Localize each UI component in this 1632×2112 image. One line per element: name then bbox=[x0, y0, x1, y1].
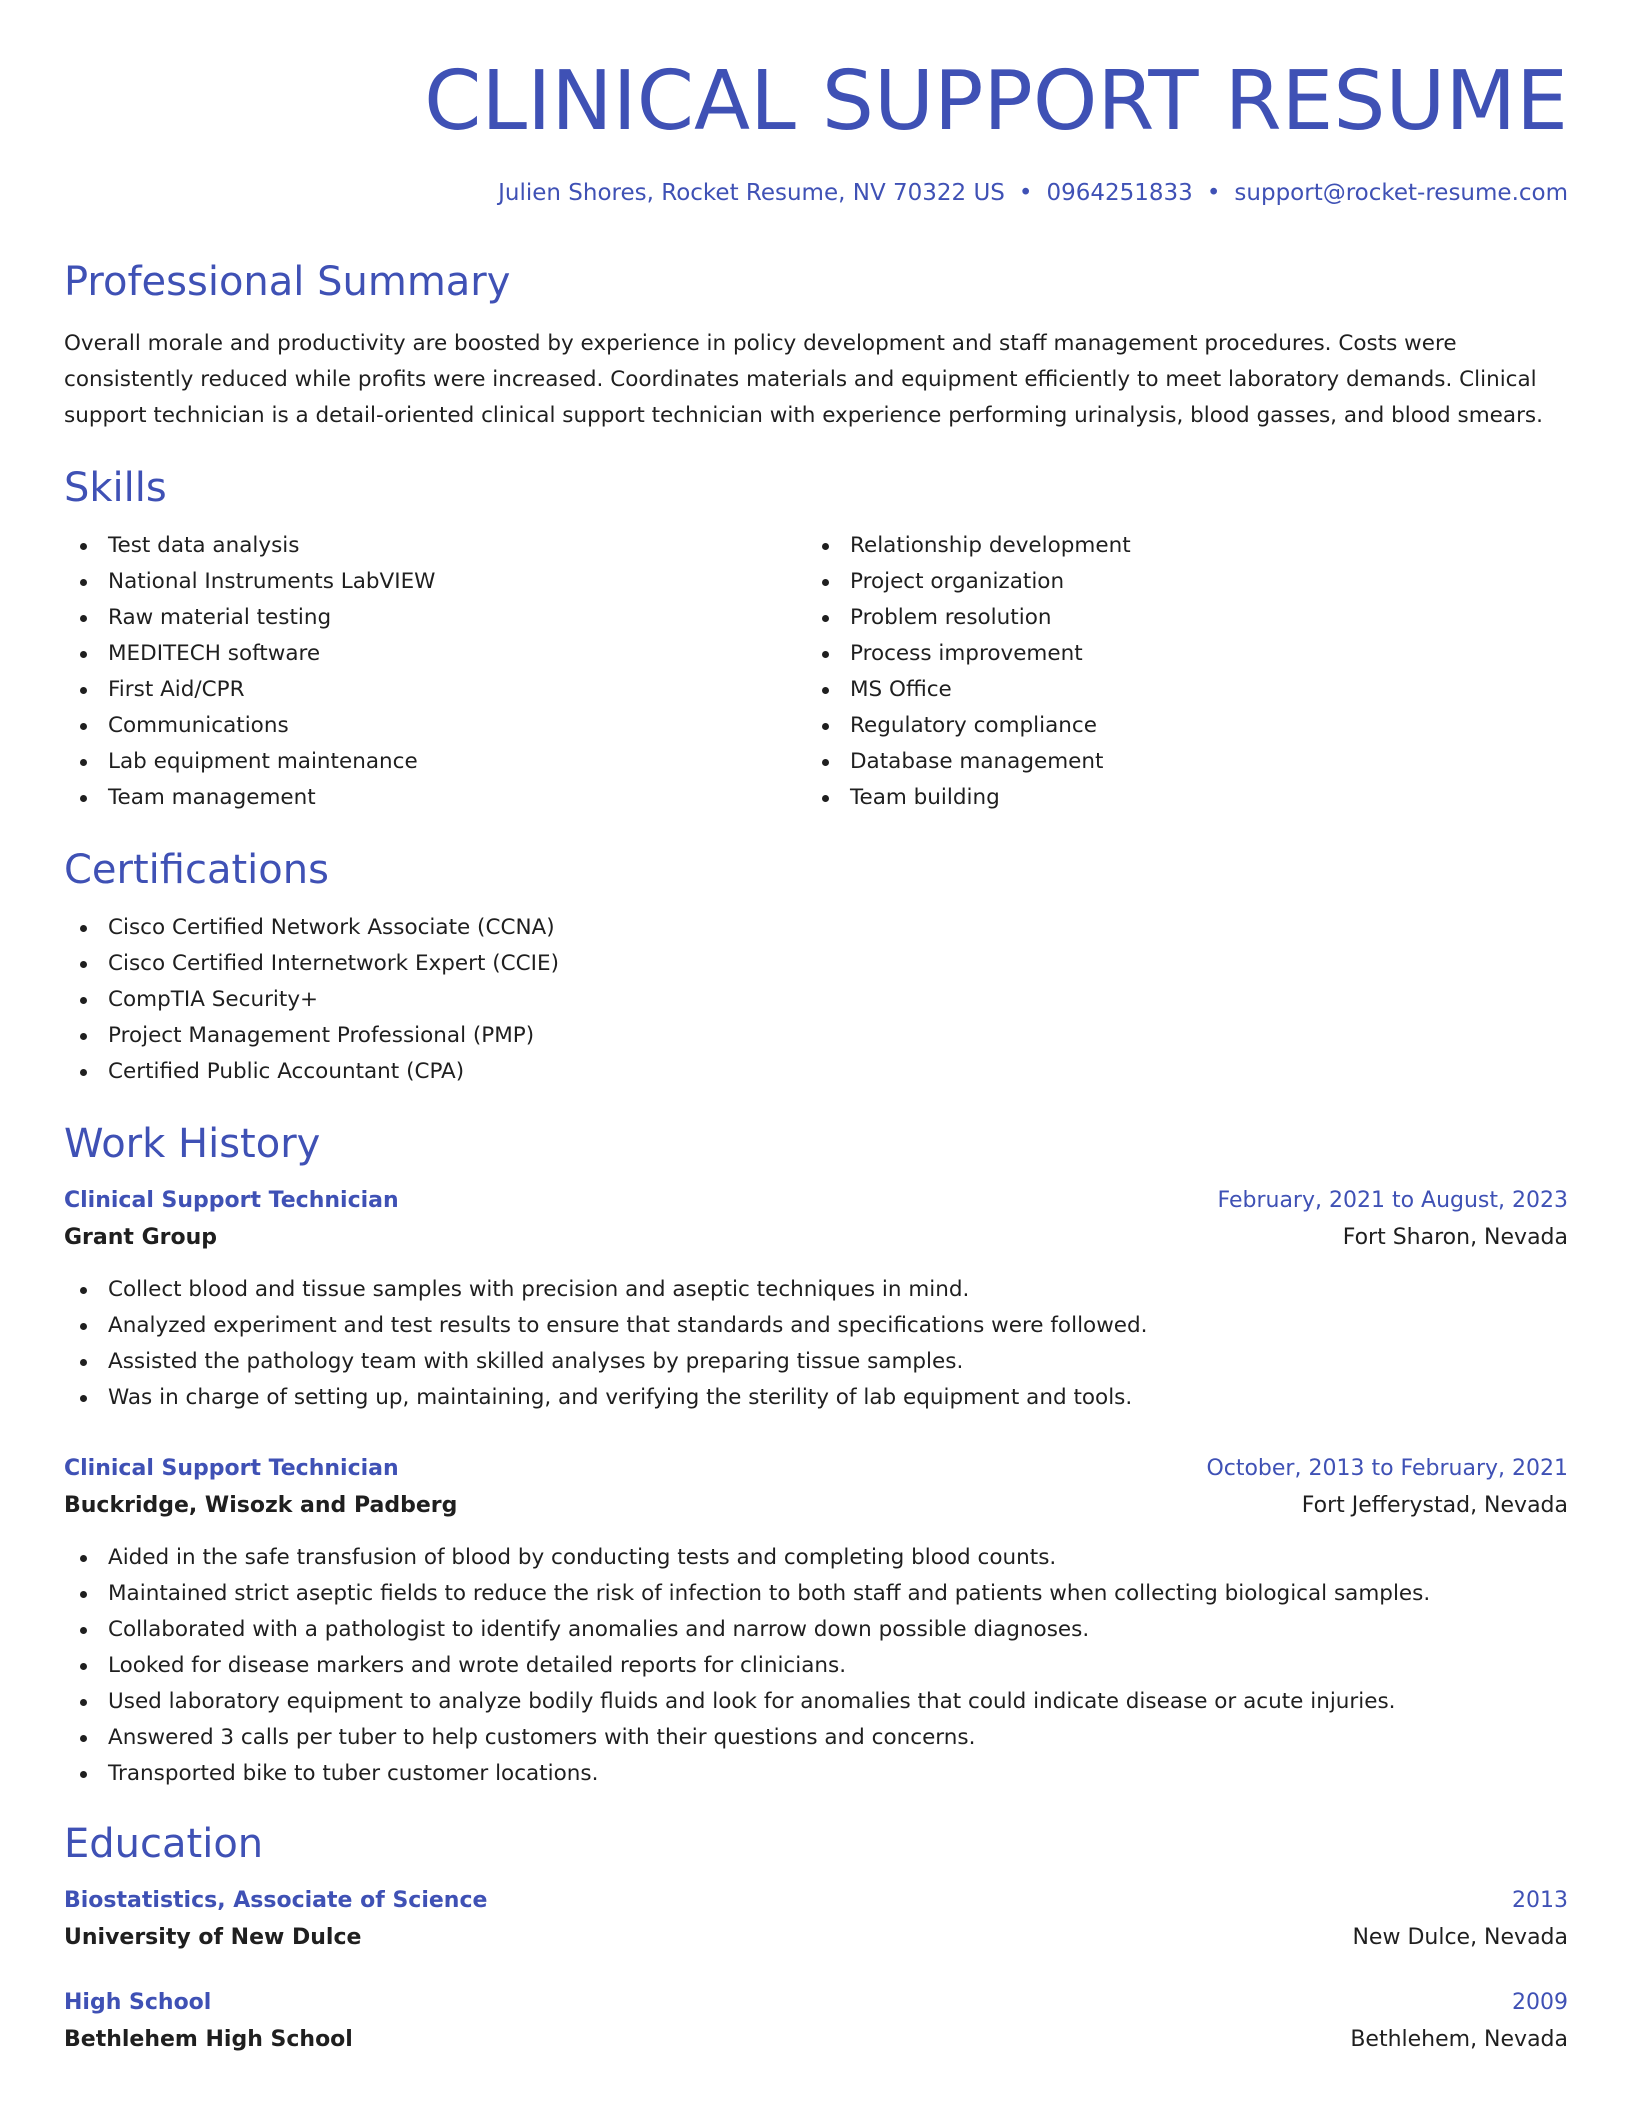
skill-text: National Instruments LabVIEW bbox=[108, 569, 436, 594]
skill-text: MEDITECH software bbox=[108, 641, 321, 666]
job-title: Clinical Support Technician bbox=[64, 1188, 399, 1213]
skill-text: Team building bbox=[850, 785, 1000, 810]
job-entry bbox=[64, 1184, 1568, 1416]
job-company-row bbox=[64, 1486, 1568, 1526]
job-title-row bbox=[64, 1452, 1568, 1486]
education-year: 2009 bbox=[1512, 1990, 1568, 2015]
skill-text: First Aid/CPR bbox=[108, 677, 245, 702]
resume-title: CLINICAL SUPPORT RESUME bbox=[424, 54, 1568, 149]
bullet-dot bbox=[822, 651, 829, 658]
skills-list-right bbox=[806, 528, 1548, 816]
certification-item bbox=[64, 1054, 1568, 1090]
skill-item bbox=[64, 528, 806, 564]
job-company: Buckridge, Wisozk and Padberg bbox=[64, 1493, 458, 1518]
skill-text: Lab equipment maintenance bbox=[108, 749, 418, 774]
education-location: Bethlehem, Nevada bbox=[1350, 2027, 1568, 2052]
job-duty-item bbox=[64, 1540, 1568, 1576]
bullet-dot bbox=[822, 579, 829, 586]
job-duty-item bbox=[64, 1576, 1568, 1612]
summary-heading: Professional Summary bbox=[64, 259, 511, 305]
skill-text: Problem resolution bbox=[850, 605, 1052, 630]
bullet-dot bbox=[80, 1033, 87, 1040]
skills-column-left bbox=[64, 528, 806, 816]
certification-text: Cisco Certified Network Associate (CCNA) bbox=[108, 915, 555, 940]
skill-item bbox=[64, 636, 806, 672]
skill-text: Raw material testing bbox=[108, 605, 332, 630]
bullet-dot bbox=[80, 1771, 87, 1778]
work-history-heading: Work History bbox=[64, 1121, 321, 1167]
job-duties-list bbox=[64, 1272, 1568, 1416]
skill-text: Communications bbox=[108, 713, 289, 738]
skills-columns bbox=[64, 528, 1568, 816]
job-duty-item bbox=[64, 1612, 1568, 1648]
skills-column-right bbox=[806, 528, 1548, 816]
bullet-dot bbox=[80, 1287, 87, 1294]
bullet-dot bbox=[80, 615, 87, 622]
bullet-dot bbox=[80, 651, 87, 658]
job-title-row bbox=[64, 1184, 1568, 1218]
bullet-dot bbox=[80, 795, 87, 802]
skill-item bbox=[806, 744, 1548, 780]
bullet-dot bbox=[80, 543, 87, 550]
bullet-dot bbox=[80, 997, 87, 1004]
job-entry bbox=[64, 1452, 1568, 1792]
bullet-dot bbox=[80, 579, 87, 586]
education-degree: Biostatistics, Associate of Science bbox=[64, 1888, 488, 1913]
contact-line bbox=[64, 178, 1568, 208]
job-duty-text: Collaborated with a pathologist to identify anomalies and narrow down possible diagnoses. bbox=[108, 1617, 1090, 1642]
skills-list-left bbox=[64, 528, 806, 816]
education-heading: Education bbox=[64, 1821, 264, 1867]
job-location: Fort Sharon, Nevada bbox=[1342, 1225, 1568, 1250]
job-company-row bbox=[64, 1218, 1568, 1258]
skill-item bbox=[64, 672, 806, 708]
certification-text: CompTIA Security+ bbox=[108, 987, 319, 1012]
skill-text: Relationship development bbox=[850, 533, 1131, 558]
skill-text: Regulatory compliance bbox=[850, 713, 1097, 738]
skill-item bbox=[64, 744, 806, 780]
skill-text: Database management bbox=[850, 749, 1104, 774]
education-degree-row bbox=[64, 1884, 1568, 1918]
bullet-dot bbox=[822, 687, 829, 694]
certifications-heading: Certifications bbox=[64, 847, 329, 893]
skill-item bbox=[806, 672, 1548, 708]
education-school: Bethlehem High School bbox=[64, 2027, 353, 2052]
bullet-dot bbox=[822, 615, 829, 622]
skill-text: Test data analysis bbox=[108, 533, 300, 558]
job-duty-item bbox=[64, 1684, 1568, 1720]
bullet-dot bbox=[822, 759, 829, 766]
job-dates: October, 2013 to February, 2021 bbox=[1206, 1456, 1568, 1481]
contact-email[interactable]: support@rocket-resume.com bbox=[1234, 180, 1568, 206]
skill-item bbox=[64, 708, 806, 744]
job-duty-item bbox=[64, 1756, 1568, 1792]
certification-text: Project Management Professional (PMP) bbox=[108, 1023, 535, 1048]
skill-item bbox=[806, 528, 1548, 564]
job-location: Fort Jefferystad, Nevada bbox=[1301, 1493, 1568, 1518]
education-school: University of New Dulce bbox=[64, 1925, 362, 1950]
job-duties-list bbox=[64, 1540, 1568, 1792]
job-duty-text: Analyzed experiment and test results to ensure that standards and specifications were followed. bbox=[108, 1313, 1148, 1338]
certification-text: Cisco Certified Internetwork Expert (CCIE) bbox=[108, 951, 559, 976]
job-duty-item bbox=[64, 1272, 1568, 1308]
bullet-dot bbox=[80, 925, 87, 932]
bullet-dot bbox=[80, 1663, 87, 1670]
job-duty-text: Assisted the pathology team with skilled analyses by preparing tissue samples. bbox=[108, 1349, 964, 1374]
bullet-dot bbox=[80, 1323, 87, 1330]
bullet-dot bbox=[80, 1395, 87, 1402]
bullet-dot bbox=[822, 543, 829, 550]
skill-item bbox=[806, 564, 1548, 600]
work-history-section bbox=[64, 1118, 1568, 1792]
skill-item bbox=[806, 600, 1548, 636]
bullet-dot bbox=[822, 723, 829, 730]
bullet-dot bbox=[80, 1555, 87, 1562]
skill-text: Process improvement bbox=[850, 641, 1083, 666]
bullet-dot bbox=[80, 759, 87, 766]
job-duty-text: Used laboratory equipment to analyze bodily fluids and look for anomalies that could indicate disease or acute injuries. bbox=[108, 1689, 1396, 1714]
bullet-dot bbox=[80, 1069, 87, 1076]
skill-item bbox=[806, 780, 1548, 816]
bullet-dot bbox=[822, 795, 829, 802]
job-duty-text: Maintained strict aseptic fields to reduce the risk of infection to both staff and patients when collecting biological samples. bbox=[108, 1581, 1431, 1606]
skill-text: Project organization bbox=[850, 569, 1065, 594]
bullet-dot bbox=[80, 1699, 87, 1706]
skill-item bbox=[64, 564, 806, 600]
education-school-row bbox=[64, 2020, 1568, 2060]
job-title: Clinical Support Technician bbox=[64, 1456, 399, 1481]
certification-item bbox=[64, 1018, 1568, 1054]
skills-section bbox=[64, 462, 1568, 816]
contact-phone: 0964251833 bbox=[1046, 180, 1193, 206]
certification-item bbox=[64, 982, 1568, 1018]
certifications-section bbox=[64, 844, 1568, 1090]
contact-separator: • bbox=[1018, 180, 1033, 206]
certifications-list bbox=[64, 910, 1568, 1090]
education-section bbox=[64, 1818, 1568, 2060]
skill-item bbox=[806, 636, 1548, 672]
bullet-dot bbox=[80, 1627, 87, 1634]
education-year: 2013 bbox=[1512, 1888, 1568, 1913]
education-entry bbox=[64, 1986, 1568, 2060]
education-entry bbox=[64, 1884, 1568, 1958]
bullet-dot bbox=[80, 1591, 87, 1598]
job-duty-item bbox=[64, 1648, 1568, 1684]
skill-item bbox=[64, 600, 806, 636]
job-duty-text: Transported bike to tuber customer locations. bbox=[108, 1761, 599, 1786]
bullet-dot bbox=[80, 687, 87, 694]
skill-item bbox=[64, 780, 806, 816]
summary-text: Overall morale and productivity are boosted by experience in policy development and staff management procedures. Costs were consistently reduced while profits were increased. Coordinates materials and equipment efficiently to meet laboratory demands. Clinical support technician is a detail-oriented clinical support technician with experience performing urinalysis, blood gasses, and blood smears. bbox=[64, 331, 1543, 428]
bullet-dot bbox=[80, 723, 87, 730]
education-degree-row bbox=[64, 1986, 1568, 2020]
certification-text: Certified Public Accountant (CPA) bbox=[108, 1059, 465, 1084]
job-duty-text: Answered 3 calls per tuber to help customers with their questions and concerns. bbox=[108, 1725, 976, 1750]
skill-text: Team management bbox=[108, 785, 316, 810]
certification-item bbox=[64, 946, 1568, 982]
skill-item bbox=[806, 708, 1548, 744]
job-duty-item bbox=[64, 1720, 1568, 1756]
job-duty-text: Collect blood and tissue samples with precision and aseptic techniques in mind. bbox=[108, 1277, 970, 1302]
bullet-dot bbox=[80, 1359, 87, 1366]
skill-text: MS Office bbox=[850, 677, 952, 702]
education-location: New Dulce, Nevada bbox=[1352, 1925, 1568, 1950]
skills-heading: Skills bbox=[64, 465, 167, 511]
bullet-dot bbox=[80, 1735, 87, 1742]
job-dates: February, 2021 to August, 2023 bbox=[1217, 1188, 1568, 1213]
job-duty-text: Aided in the safe transfusion of blood by conducting tests and completing blood counts. bbox=[108, 1545, 1057, 1570]
contact-address: Julien Shores, Rocket Resume, NV 70322 US bbox=[498, 180, 1005, 206]
job-duty-item bbox=[64, 1344, 1568, 1380]
job-company: Grant Group bbox=[64, 1225, 218, 1250]
bullet-dot bbox=[80, 961, 87, 968]
job-duty-text: Looked for disease markers and wrote detailed reports for clinicians. bbox=[108, 1653, 847, 1678]
job-duty-text: Was in charge of setting up, maintaining, and verifying the sterility of lab equipment and tools. bbox=[108, 1385, 1133, 1410]
job-duty-item bbox=[64, 1380, 1568, 1416]
contact-separator: • bbox=[1206, 180, 1221, 206]
certification-item bbox=[64, 910, 1568, 946]
job-duty-item bbox=[64, 1308, 1568, 1344]
education-degree: High School bbox=[64, 1990, 212, 2015]
summary-section bbox=[64, 256, 1568, 434]
education-school-row bbox=[64, 1918, 1568, 1958]
